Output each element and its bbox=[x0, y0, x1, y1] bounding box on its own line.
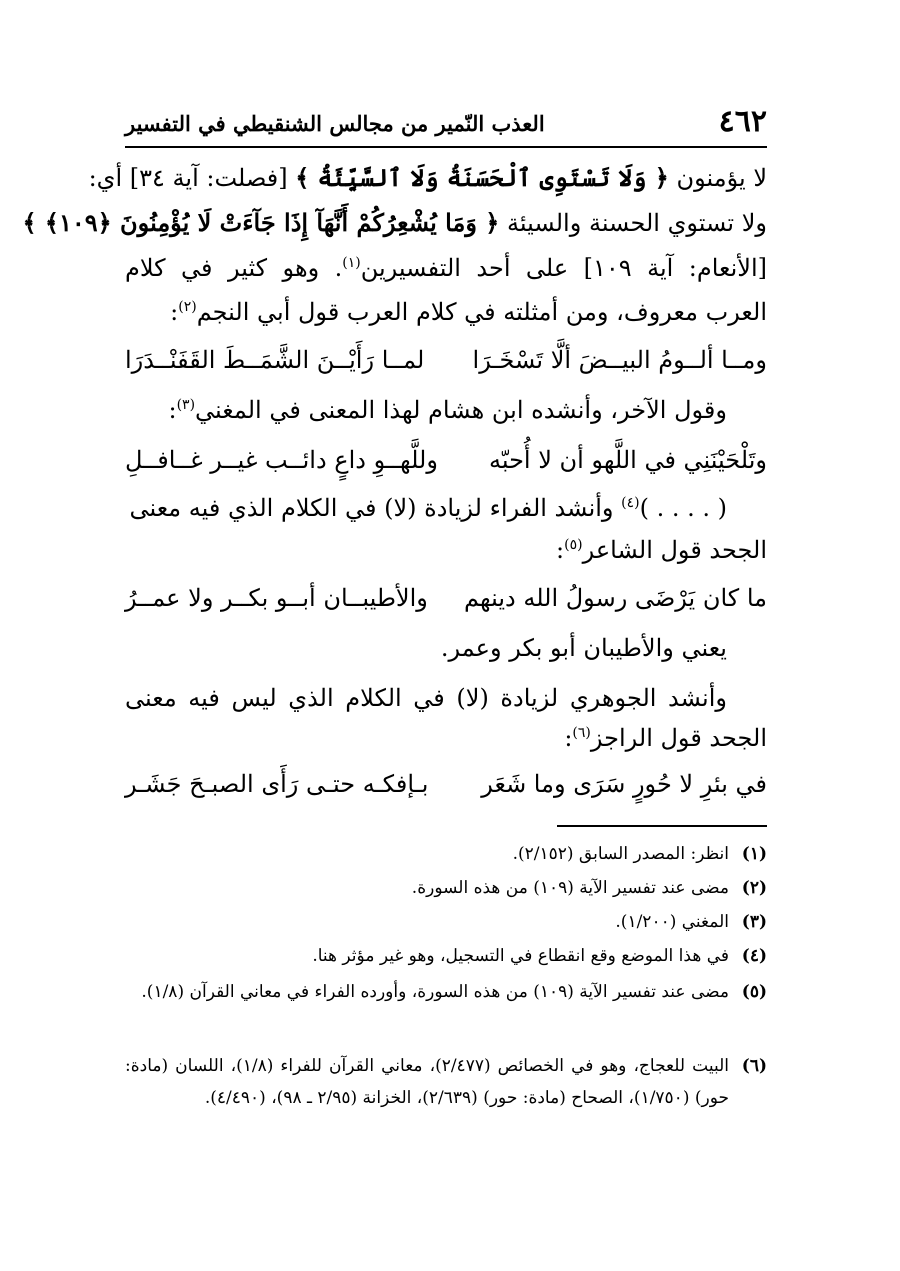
footnote-ref: (٤) bbox=[621, 495, 640, 511]
footnote-number: (٦) bbox=[741, 1056, 767, 1076]
body-line-3 bbox=[125, 248, 767, 290]
body-text: وقول الآخر، وأنشده ابن هشام لهذا المعنى في المغني bbox=[195, 396, 727, 424]
body-line-1 bbox=[88, 158, 767, 200]
hemistich-first: وتَلْحَيْنَنِي في اللَّهو أن لا أُحبّه bbox=[488, 446, 767, 474]
body-line-7 bbox=[125, 530, 767, 572]
footnote-ref: (٣) bbox=[176, 397, 196, 413]
body-text: ( . . . . ) bbox=[639, 494, 727, 522]
hemistich-second: بـإفكـه حتـى رَأَى الصبـحَ جَشَـر bbox=[125, 770, 429, 798]
footnote-number: (٣) bbox=[741, 912, 767, 932]
footnote-text: البيت للعجاج، وهو في الخصائص (٢/٤٧٧)، معاني القرآن للفراء (١/٨)، اللسان (مادة: حور) (١/٧٥٠)، الصحاح (مادة: حور) (٢/٦٣٩)، الخزانة (٢/٩٥ ـ ٩٨)، (٤/٤٩٠). bbox=[125, 1056, 729, 1108]
body-text: : bbox=[170, 298, 179, 326]
footnote-2 bbox=[125, 872, 767, 904]
body-text: الجحد قول الراجز bbox=[590, 724, 767, 752]
footnote-5 bbox=[125, 976, 767, 1008]
header-rule bbox=[125, 146, 767, 148]
body-text: وأنشد الفراء لزيادة (لا) في الكلام الذي فيه معنى bbox=[129, 494, 622, 522]
footnote-text: انظر: المصدر السابق (٢/١٥٢). bbox=[512, 844, 729, 864]
hemistich-first: في بئرِ لا حُورٍ سَرَى وما شَعَر bbox=[481, 770, 767, 798]
body-line-5 bbox=[125, 390, 767, 432]
body-text: العرب معروف، ومن أمثلته في كلام العرب قول أبي النجم bbox=[196, 298, 767, 326]
footnote-number: (٤) bbox=[741, 946, 767, 966]
body-text: . وهو كثير في كلام bbox=[125, 254, 343, 282]
body-text: الجحد قول الشاعر bbox=[582, 536, 767, 564]
quran-verse: ﴿ وَلَا تَسْتَوِى ٱلْحَسَنَةُ وَلَا ٱلسَّيِّئَةُ ﴾ bbox=[295, 163, 669, 192]
page-header bbox=[125, 104, 767, 144]
footnote-ref: (٦) bbox=[572, 725, 591, 741]
body-line-10 bbox=[125, 718, 767, 760]
body-line-4 bbox=[125, 292, 767, 334]
hemistich-second: وللَّهــوِ داعٍ دائــب غيــر غــافــلِ bbox=[125, 446, 438, 474]
body-text: : bbox=[564, 724, 573, 752]
footnote-text: مضى عند تفسير الآية (١٠٩) من هذه السورة، وأورده الفراء في معاني القرآن (١/٨). bbox=[141, 982, 729, 1002]
page-number: ٤٦٢ bbox=[718, 104, 767, 139]
footnote-ref: (٥) bbox=[564, 537, 583, 553]
footnote-number: (٢) bbox=[741, 878, 767, 898]
body-line-9 bbox=[125, 678, 767, 720]
quran-verse: ﴿ وَمَا يُشْعِرُكُمْ أَنَّهَآ إِذَا جَآءَتْ لَا يُؤْمِنُونَ ﴿١٠٩﴾ ﴾ bbox=[22, 208, 500, 237]
hemistich-second: والأطيبــان أبــو بكــر ولا عمــرُ bbox=[125, 584, 428, 612]
footnote-text: مضى عند تفسير الآية (١٠٩) من هذه السورة. bbox=[411, 878, 729, 898]
footnote-separator bbox=[557, 825, 767, 827]
footnote-ref: (٢) bbox=[178, 299, 197, 315]
body-text: : bbox=[168, 396, 177, 424]
body-text: : bbox=[556, 536, 565, 564]
hemistich-second: لمــا رَأَيْــنَ الشَّمَــطَ القَفَنْــدَرَا bbox=[125, 346, 425, 374]
footnote-4 bbox=[125, 940, 767, 972]
footnote-text: في هذا الموضع وقع انقطاع في التسجيل، وهو غير مؤثر هنا. bbox=[312, 946, 729, 966]
body-text: ولا تستوي الحسنة والسيئة bbox=[506, 209, 767, 237]
footnote-1 bbox=[125, 838, 767, 870]
footnote-3 bbox=[125, 906, 767, 938]
poetry-verse-1 bbox=[125, 340, 767, 382]
body-line-8 bbox=[125, 628, 767, 670]
body-line-6 bbox=[125, 488, 767, 530]
footnote-6 bbox=[125, 1050, 767, 1114]
body-text: وأنشد الجوهري لزيادة (لا) في الكلام الذي ليس فيه معنى bbox=[125, 684, 727, 712]
footnote-ref: (١) bbox=[342, 255, 361, 271]
running-title: العذب النّمير من مجالس الشنقيطي في التفسير bbox=[125, 111, 545, 136]
hemistich-first: ومــا ألــومُ البيــضَ ألَّا تَسْخَـرَا bbox=[472, 346, 767, 374]
body-line-2 bbox=[22, 203, 767, 245]
poetry-verse-2 bbox=[125, 440, 767, 482]
body-text: [الأنعام: آية ١٠٩] على أحد التفسيرين bbox=[360, 254, 767, 282]
body-text: لا يؤمنون bbox=[676, 164, 767, 192]
body-text: يعني والأطيبان أبو بكر وعمر. bbox=[440, 634, 727, 662]
footnote-number: (١) bbox=[741, 844, 767, 864]
poetry-verse-4 bbox=[125, 764, 767, 806]
footnote-number: (٥) bbox=[741, 982, 767, 1002]
hemistich-first: ما كان يَرْضَى رسولُ الله دينهم bbox=[464, 584, 767, 612]
body-text: [فصلت: آية ٣٤] أي: bbox=[88, 164, 288, 192]
footnote-text: المغني (١/٢٠٠). bbox=[615, 912, 729, 932]
poetry-verse-3 bbox=[125, 578, 767, 620]
